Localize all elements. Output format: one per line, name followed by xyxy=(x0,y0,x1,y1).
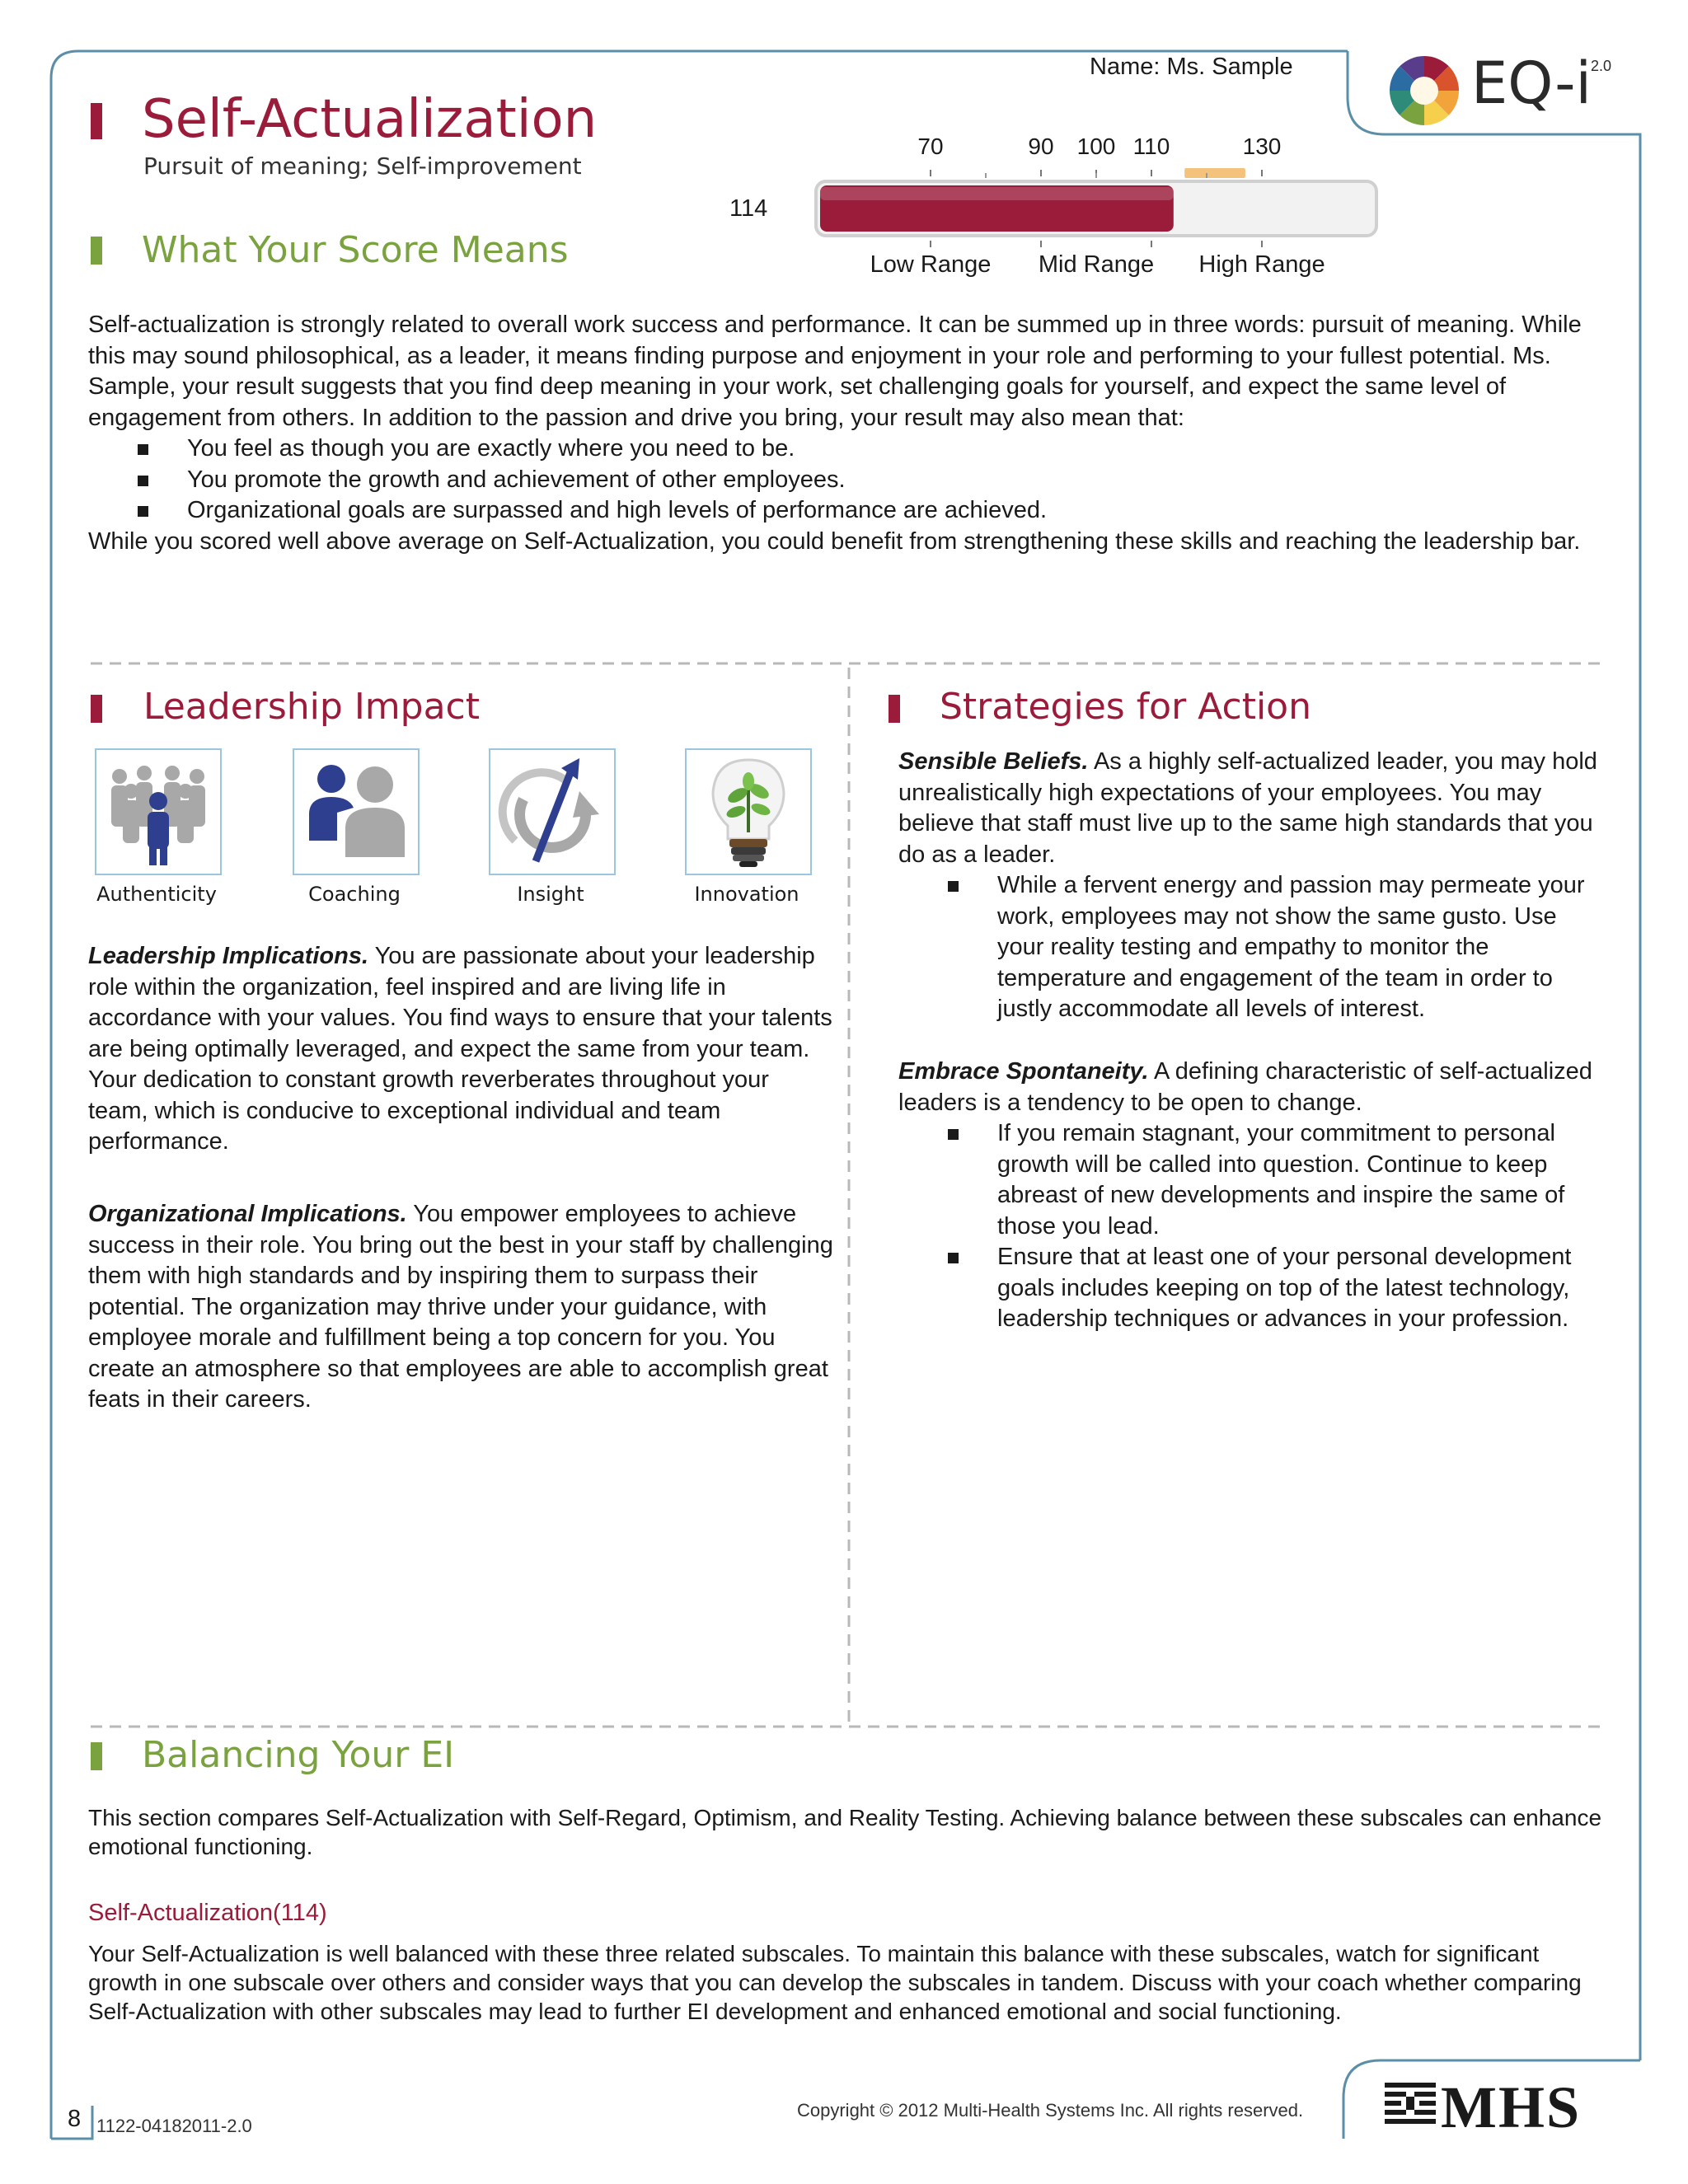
leadership-impact-heading: Leadership Impact xyxy=(143,686,480,728)
balancing-intro: This section compares Self-Actualization with Self-Regard, Optimism, and Reality Testing. Achieving balance between these subscales can enhance emotional functioning. xyxy=(88,1805,1602,1859)
mhs-logo-text: MHS xyxy=(1441,2074,1582,2140)
score-bullets xyxy=(138,434,1605,527)
strategy-embrace-spontaneity xyxy=(898,1057,1599,1335)
participant-name: Name: Ms. Sample xyxy=(1090,54,1293,80)
organizational-implications xyxy=(88,1199,834,1416)
list-item: You feel as though you are exactly where you need to be. xyxy=(138,434,1605,465)
list-item: Organizational goals are surpassed and high levels of performance are achieved. xyxy=(138,495,1605,527)
eqi-logo-text: EQ-i xyxy=(1471,49,1592,117)
embrace-spontaneity-bullets xyxy=(948,1118,1599,1335)
organizational-implications-lead: Organizational Implications. xyxy=(88,1201,407,1227)
embrace-spontaneity-text: A defining characteristic of self-actualized leaders is a tendency to be open to change. xyxy=(898,1058,1592,1116)
page-title: Self-Actualization xyxy=(142,89,598,150)
eqi-logo-version: 2.0 xyxy=(1591,58,1612,74)
range-label: Mid Range xyxy=(1038,251,1155,278)
page-number: 8 xyxy=(68,2106,82,2132)
list-item: If you remain stagnant, your commitment to personal growth will be called into question. Continue to keep abreast of new developments and inspire the same of those you lead. xyxy=(948,1118,1599,1242)
score-section-marker xyxy=(91,237,102,265)
balancing-marker xyxy=(91,1742,102,1770)
embrace-spontaneity-lead: Embrace Spontaneity. xyxy=(898,1058,1149,1085)
range-label: High Range xyxy=(1198,251,1325,278)
organizational-implications-text: You empower employees to achieve success in their role. You bring out the best in your staff by challenging them with high standards and by inspiring them to surpass their potential. The organization may thrive under your guidance, with employee morale and fulfillment being a top concern for you. You create an atmosphere so that employees are able to accomplish great feats in their careers. xyxy=(88,1201,833,1413)
sensible-beliefs-lead: Sensible Beliefs. xyxy=(898,748,1089,775)
range-label: Low Range xyxy=(870,251,992,278)
score-value-label: 114 xyxy=(729,195,768,222)
icon-label-authenticity: Authenticity xyxy=(96,883,217,906)
strategies-heading: Strategies for Action xyxy=(940,686,1311,728)
icon-label-insight: Insight xyxy=(517,883,584,906)
leadership-bar-marker xyxy=(1184,168,1245,178)
balancing-heading: Balancing Your EI xyxy=(142,1734,455,1776)
authenticity-icon xyxy=(95,748,222,875)
leadership-implications-text: You are passionate about your leadership role within the organization, feel inspired and are living life in accordance with your values. You find ways to ensure that your talents are being optimally leveraged, and expect the same from your team. Your dedication to constant growth reverberates throughout your team, which is conducive to exceptional individual and team performance. xyxy=(88,943,832,1155)
tick-label: 90 xyxy=(1028,134,1054,159)
list-item: While a fervent energy and passion may permeate your work, employees may not show the same gusto. Use your reality testing and empathy to monitor the temperature and engagement of the team in order to justly accommodate all levels of interest. xyxy=(948,870,1599,1025)
sensible-beliefs-bullets xyxy=(948,870,1599,1025)
document-code: 1122-04182011-2.0 xyxy=(96,2116,252,2136)
tick-label: 70 xyxy=(917,134,944,159)
insight-icon xyxy=(489,748,616,875)
tick-label: 110 xyxy=(1132,134,1170,159)
balancing-subheading: Self-Actualization(114) xyxy=(88,1900,327,1926)
page-subtitle: Pursuit of meaning; Self-improvement xyxy=(143,152,582,180)
leadership-implications xyxy=(88,941,834,1158)
mhs-logo-icon xyxy=(1385,2081,1436,2132)
coaching-icon xyxy=(293,748,420,875)
sensible-beliefs-text: As a highly self-actualized leader, you may hold unrealistically high expectations of your employees. You may believe that staff must live up to the same high standards that you do as a leader. xyxy=(898,748,1597,868)
leadership-implications-lead: Leadership Implications. xyxy=(88,943,369,969)
score-explanation xyxy=(88,310,1605,557)
score-closing: While you scored well above average on Self-Actualization, you could benefit from strengthening these skills and reaching the leadership bar. xyxy=(88,527,1581,555)
tick-label: 100 xyxy=(1076,134,1116,159)
icon-label-coaching: Coaching xyxy=(308,883,401,906)
score-section-heading: What Your Score Means xyxy=(142,229,569,271)
strategies-marker xyxy=(889,695,900,723)
innovation-icon xyxy=(685,748,812,875)
score-bar-gloss xyxy=(820,187,1174,200)
tick-label: 130 xyxy=(1242,134,1282,159)
list-item: You promote the growth and achievement of other employees. xyxy=(138,465,1605,496)
balancing-paragraph: Your Self-Actualization is well balanced with these three related subscales. To maintain this balance with these subscales, watch for significant growth in one subscale over others and consider ways that you can develop the subscales in tandem. Discuss with your coach whether comparing Self-Actualization with other subscales may lead to further EI development and enhanced emotional and social functioning. xyxy=(88,1941,1582,2024)
leadership-impact-marker xyxy=(91,695,102,723)
score-paragraph: Self-actualization is strongly related to overall work success and performance. It can be summed up in three words: pursuit of meaning. While this may sound philosophical, as a leader, it means finding purpose and enjoyment in your role and performing to your fullest potential. Ms. Sample, your result suggests that you find deep meaning in your work, set challenging goals for yourself, and expect the same level of engagement from others. In addition to the passion and drive you bring, your result may also mean that: xyxy=(88,312,1582,431)
icon-label-innovation: Innovation xyxy=(694,883,799,906)
strategy-sensible-beliefs xyxy=(898,747,1599,1025)
list-item: Ensure that at least one of your personal development goals includes keeping on top of the latest technology, leadership techniques or advances in your profession. xyxy=(948,1242,1599,1335)
copyright-text: Copyright © 2012 Multi-Health Systems Inc. All rights reserved. xyxy=(797,2100,1304,2121)
